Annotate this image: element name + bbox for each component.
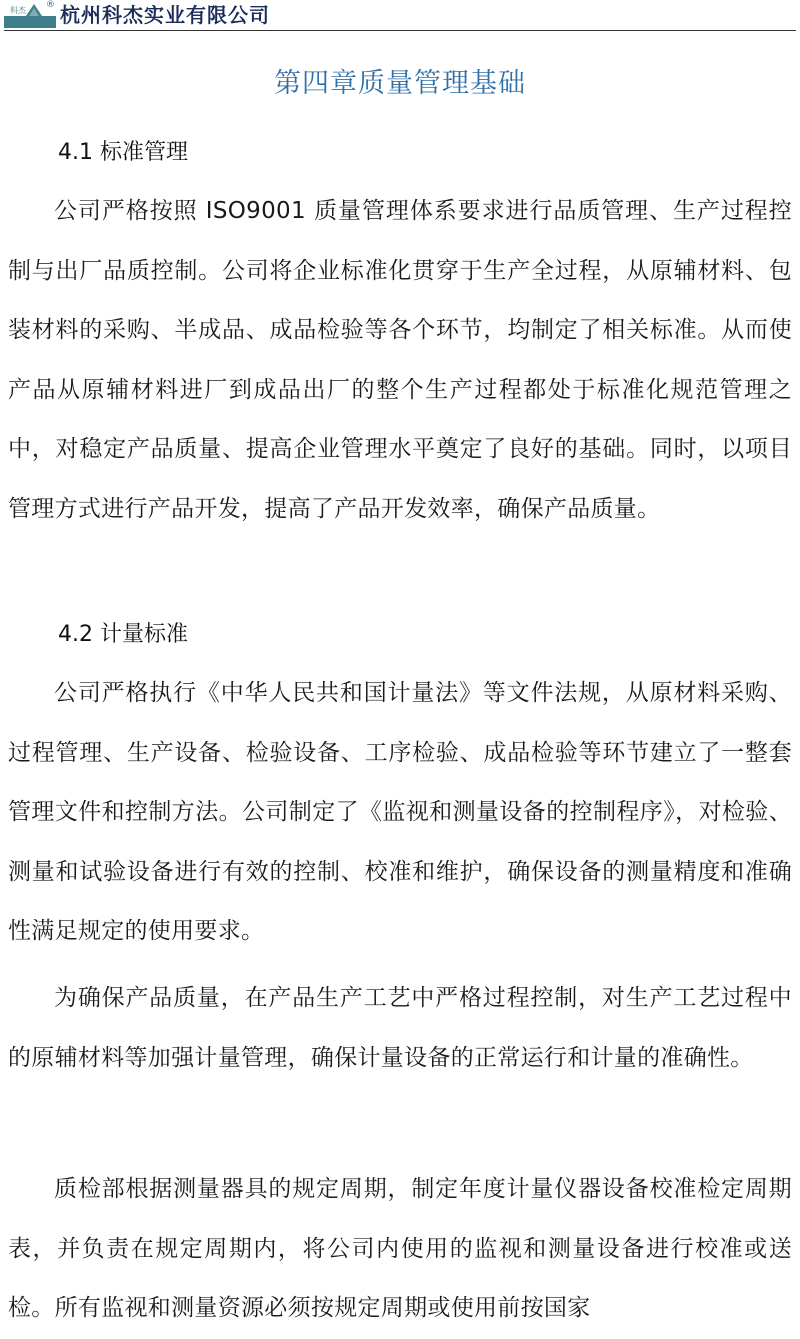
section-heading-4-1: 4.1 标准管理 [58, 140, 188, 165]
section-4-2-paragraph-1: 公司严格执行《中华人民共和国计量法》等文件法规，从原材料采购、过程管理、生产设备、检验设备、工序检验、成品检验等环节建立了一整套管理文件和控制方法。公司制定了《监视和测量设备的控制程序》，对检验、测量和试验设备进行有效的控制、校准和维护，确保设备的测量精度和准确性满足规定的使用要求。 [8, 680, 792, 944]
page-header [0, 0, 800, 32]
logo-text: 科杰 [10, 6, 26, 15]
section-4-2-paragraph-2: 为确保产品质量，在产品生产工艺中严格过程控制，对生产工艺过程中的原辅材料等加强计量管理，确保计量设备的正常运行和计量的准确性。 [8, 985, 792, 1071]
section-4-1-paragraph: 公司严格按照 ISO9001 质量管理体系要求进行品质管理、生产过程控制与出厂品质控制。公司将企业标准化贯穿于生产全过程，从原辅材料、包装材料的采购、半成品、成品检验等各个环节，均制定了相关标准。从而使产品从原辅材料进厂到成品出厂的整个生产过程都处于标准化规范管理之中，对稳定产品质量、提高企业管理水平奠定了良好的基础。同时，以项目管理方式进行产品开发，提高了产品开发效率，确保产品质量。 [8, 198, 792, 522]
section-heading-4-2: 4.2 计量标准 [58, 622, 188, 647]
company-name: 杭州科杰实业有限公司 [60, 3, 270, 27]
header-divider [4, 30, 796, 31]
section-4-2-paragraph-3: 质检部根据测量器具的规定周期，制定年度计量仪器设备校准检定周期表，并负责在规定周期内，将公司内使用的监视和测量设备进行校准或送检。所有监视和测量资源必须按规定周期或使用前按国家 [8, 1176, 792, 1321]
chapter-title: 第四章质量管理基础 [274, 68, 526, 99]
trademark-mark: ® [46, 0, 55, 10]
